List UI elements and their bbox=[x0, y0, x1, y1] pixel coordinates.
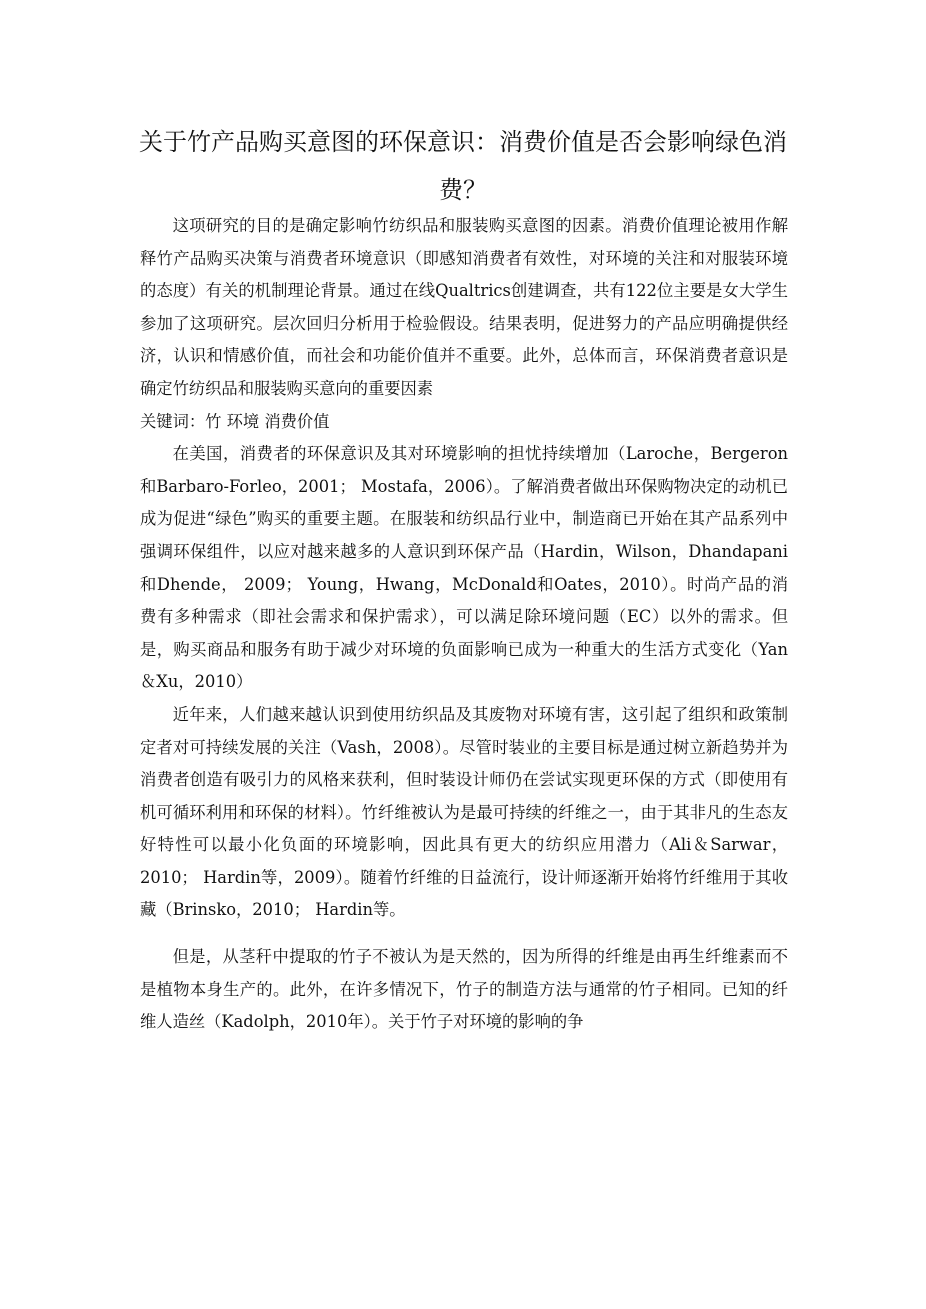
document-body bbox=[140, 210, 788, 1039]
body-paragraph-1: 在美国，消费者的环保意识及其对环境影响的担忧持续增加（Laroche，Bergeron和Barbaro-Forleo，2001； Mostafa，2006）。了解消费者做出环保购物决定的动机已成为促进“绿色”购买的重要主题。在服装和纺织品行业中，制造商已开始在其产品系列中强调环保组件，以应对越来越多的人意识到环保产品（Hardin，Wilson，Dhandapani和Dhende， 2009； Young，Hwang，McDonald和Oates，2010）。时尚产品的消费有多种需求（即社会需求和保护需求），可以满足除环境问题（EC）以外的需求。但是，购买商品和服务有助于减少对环境的负面影响已成为一种重大的生活方式变化（Yan＆Xu，2010） bbox=[140, 444, 788, 692]
body-paragraph-2: 近年来，人们越来越认识到使用纺织品及其废物对环境有害，这引起了组织和政策制定者对可持续发展的关注（Vash，2008）。尽管时装业的主要目标是通过树立新趋势并为消费者创造有吸引力的风格来获利，但时装设计师仍在尝试实现更环保的方式（即使用有机可循环利用和环保的材料）。竹纤维被认为是最可持续的纤维之一，由于其非凡的生态友好特性可以最小化负面的环境影响，因此具有更大的纺织应用潜力（Ali＆Sarwar，2010； Hardin等，2009）。随着竹纤维的日益流行，设计师逐渐开始将竹纤维用于其收藏（Brinsko，2010； Hardin等。 bbox=[140, 704, 788, 920]
document-title: 关于竹产品购买意图的环保意识：消费价值是否会影响绿色消费？ bbox=[139, 128, 787, 204]
keywords-line: 关键词：竹 环境 消费价值 bbox=[140, 411, 330, 431]
abstract-paragraph: 这项研究的目的是确定影响竹纺织品和服装购买意图的因素。消费价值理论被用作解释竹产品购买决策与消费者环境意识（即感知消费者有效性，对环境的关注和对服装环境的态度）有关的机制理论背景。通过在线Qualtrics创建调查，共有122位主要是女大学生参加了这项研究。层次回归分析用于检验假设。结果表明，促进努力的产品应明确提供经济，认识和情感价值，而社会和功能价值并不重要。此外，总体而言，环保消费者意识是确定竹纺织品和服装购买意向的重要因素 bbox=[140, 216, 788, 398]
body-paragraph-3: 但是，从茎秆中提取的竹子不被认为是天然的，因为所得的纤维是由再生纤维素而不是植物本身生产的。此外，在许多情况下，竹子的制造方法与通常的竹子相同。已知的纤维人造丝（Kadolph，2010年）。关于竹子对环境的影响的争 bbox=[140, 947, 788, 1032]
